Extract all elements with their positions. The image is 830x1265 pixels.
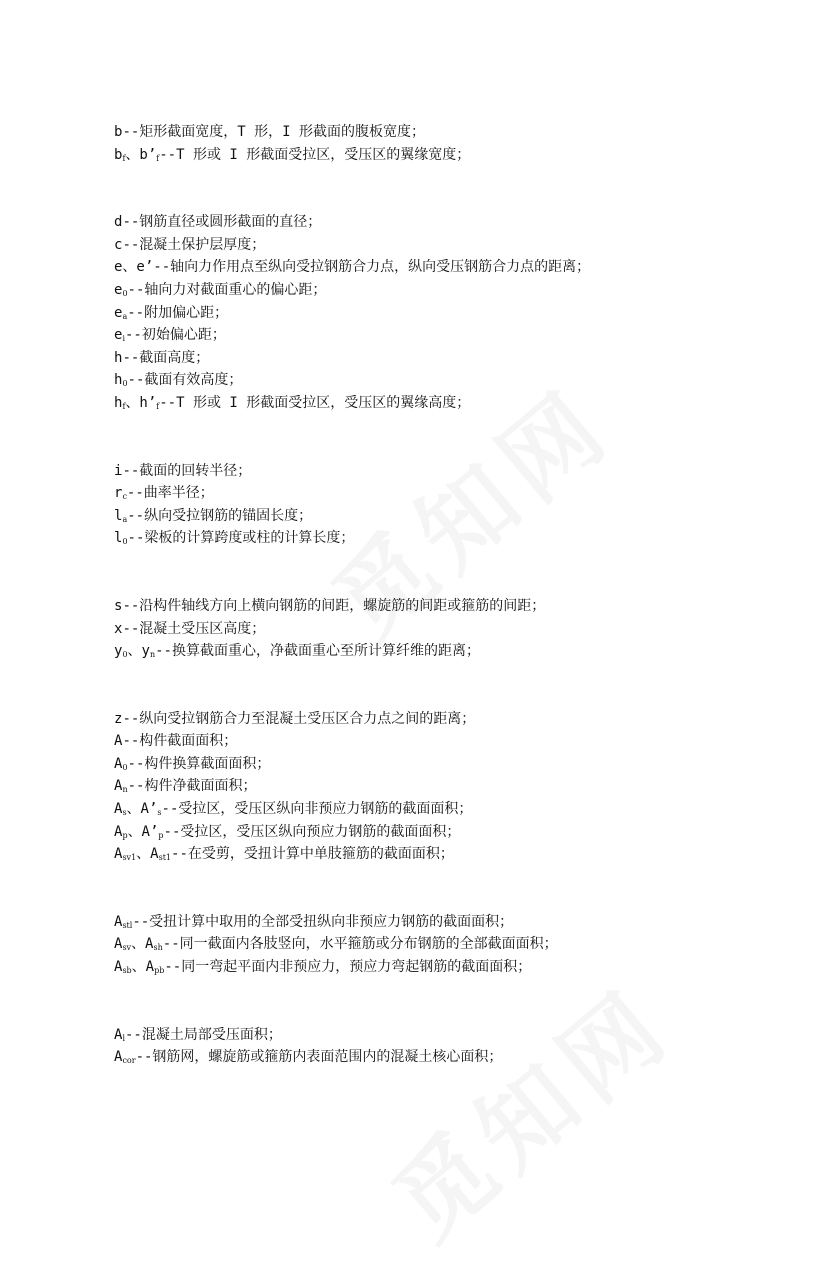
symbol-subscript: stl	[122, 920, 133, 930]
symbol-subscript: f	[122, 401, 126, 411]
definition-text: --同一弯起平面内非预应力，预应力弯起钢筋的截面面积；	[164, 959, 532, 976]
symbol-separator: 、y	[127, 643, 150, 660]
symbol-definition-line	[114, 775, 804, 798]
definition-text: --钢筋网，螺旋筋或箍筋内表面范围内的混凝土核心面积；	[135, 1049, 503, 1066]
symbol-subscript: sb	[122, 966, 132, 976]
symbol-definition-line	[114, 121, 804, 144]
paragraph-gap	[114, 979, 804, 1024]
symbol-subscript: s	[122, 808, 127, 818]
symbol-subscript: i	[122, 334, 125, 344]
paragraph-gap	[114, 166, 804, 211]
symbol-separator: 、A	[131, 959, 155, 976]
symbol-definition-line	[114, 798, 804, 821]
symbol-definition-line	[114, 482, 804, 505]
symbol-subscript-2: sh	[153, 943, 163, 953]
definition-text: --受拉区，受压区纵向非预应力钢筋的截面面积；	[161, 801, 473, 818]
symbol-subscript: 0	[122, 650, 128, 660]
symbol: d	[114, 214, 123, 231]
symbol-subscript-2: p	[158, 830, 164, 840]
symbol: x	[114, 620, 123, 637]
symbol: h	[114, 349, 123, 366]
definition-text: --混凝土受压区高度；	[122, 620, 266, 637]
symbol: A	[114, 778, 123, 795]
symbol-definition-line	[114, 460, 804, 483]
symbol-definition-line	[114, 256, 804, 279]
symbol-separator: 、A’	[126, 801, 158, 818]
symbol: l	[114, 530, 123, 547]
symbol: A	[114, 755, 123, 772]
symbol-definition-line	[114, 618, 804, 641]
definition-text: --钢筋直径或圆形截面的直径；	[122, 214, 322, 231]
symbol-definition-line	[114, 144, 804, 167]
symbol: l	[114, 507, 123, 524]
definition-text: --附加偏心距；	[127, 304, 229, 321]
symbol: s	[114, 597, 123, 614]
definition-text: --梁板的计算跨度或柱的计算长度；	[127, 530, 355, 547]
symbol-definition-line	[114, 911, 804, 934]
symbol-separator: 、b’	[125, 146, 157, 163]
definition-text: --构件净截面面积；	[127, 778, 257, 795]
symbol-definition-line	[114, 234, 804, 257]
symbol-subscript-2: s	[157, 808, 162, 818]
symbol: z	[114, 710, 123, 727]
paragraph-gap	[114, 415, 804, 460]
definition-text: --混凝土局部受压面积；	[125, 1026, 282, 1043]
symbol-definition-line	[114, 211, 804, 234]
paragraph-gap	[114, 663, 804, 708]
symbol-definition-line	[114, 369, 804, 392]
definition-text: --在受剪，受扭计算中单肢箍筋的截面面积；	[171, 846, 454, 863]
definition-text: --构件截面面积；	[122, 733, 238, 750]
symbol: e	[114, 281, 123, 298]
symbol-definition-line	[114, 505, 804, 528]
symbol-definition-line	[114, 730, 804, 753]
symbol-subscript: c	[122, 492, 127, 502]
symbol-subscript-2: f	[156, 401, 160, 411]
symbol: c	[114, 236, 123, 253]
symbol-subscript-2: pb	[154, 966, 165, 976]
symbol: h	[114, 372, 123, 389]
symbol-definition-line	[114, 392, 804, 415]
symbol: h	[114, 394, 123, 411]
symbol-definition-line	[114, 302, 804, 325]
symbol: e	[114, 304, 123, 321]
symbol-list	[114, 121, 804, 1069]
symbol: i	[114, 462, 123, 479]
symbol-subscript: p	[122, 830, 128, 840]
symbol-definition-line	[114, 843, 804, 866]
symbol-separator: 、A	[131, 936, 154, 953]
symbol: A	[114, 1049, 123, 1066]
symbol-subscript-2: f	[156, 153, 160, 163]
symbol-subscript-2: st1	[158, 853, 172, 863]
definition-text: --截面高度；	[122, 349, 210, 366]
symbol-subscript: f	[122, 153, 126, 163]
symbol-subscript: sv1	[122, 853, 137, 863]
definition-text: --T 形或 I 形截面受拉区，受压区的翼缘宽度；	[159, 146, 471, 163]
symbol-definition-line	[114, 956, 804, 979]
symbol-definition-line	[114, 640, 804, 663]
definition-text: --曲率半径；	[126, 485, 214, 502]
symbol-subscript: cor	[122, 1056, 136, 1066]
symbol: e、e’	[114, 259, 154, 276]
paragraph-gap	[114, 550, 804, 595]
symbol: A	[114, 936, 123, 953]
symbol-definition-line	[114, 708, 804, 731]
symbol-definition-line	[114, 595, 804, 618]
symbol-separator: 、h’	[125, 394, 157, 411]
symbol-definition-line	[114, 933, 804, 956]
symbol: A	[114, 913, 123, 930]
symbol-subscript: n	[122, 785, 128, 795]
definition-text: --纵向受拉钢筋的锚固长度；	[127, 507, 313, 524]
symbol-subscript: 0	[122, 537, 128, 547]
symbol-separator: 、A	[136, 846, 159, 863]
symbol-definition-line	[114, 821, 804, 844]
paragraph-gap	[114, 866, 804, 911]
symbol: r	[114, 485, 123, 502]
symbol-subscript: 0	[122, 288, 128, 298]
symbol-definition-line	[114, 279, 804, 302]
symbol-definition-line	[114, 753, 804, 776]
symbol-subscript: a	[122, 311, 128, 321]
definition-text: --混凝土保护层厚度；	[122, 236, 266, 253]
definition-text: --沿构件轴线方向上横向钢筋的间距，螺旋筋的间距或箍筋的间距；	[122, 597, 546, 614]
symbol: A	[114, 801, 123, 818]
symbol: A	[114, 846, 123, 863]
definition-text: --T 形或 I 形截面受拉区，受压区的翼缘高度；	[159, 394, 471, 411]
symbol-subscript: sv	[122, 943, 132, 953]
definition-text: --矩形截面宽度，T 形，I 形截面的腹板宽度；	[122, 124, 426, 140]
definition-text: --换算截面重心，净截面重心至所计算纤维的距离；	[155, 643, 480, 660]
symbol-subscript: a	[122, 514, 128, 524]
symbol-definition-line	[114, 1046, 804, 1069]
symbol: A	[114, 823, 123, 840]
symbol-subscript: 0	[122, 379, 128, 389]
symbol: y	[114, 643, 123, 660]
definition-text: --轴向力对截面重心的偏心距；	[127, 281, 327, 298]
symbol-definition-line	[114, 324, 804, 347]
symbol: A	[114, 1026, 123, 1043]
symbol: A	[114, 959, 123, 976]
symbol-definition-line	[114, 527, 804, 550]
symbol-definition-line	[114, 1024, 804, 1047]
definition-text: --受拉区，受压区纵向预应力钢筋的截面面积；	[163, 823, 461, 840]
symbol: b	[114, 146, 123, 163]
definition-text: --受扭计算中取用的全部受扭纵向非预应力钢筋的截面面积；	[132, 913, 514, 930]
definition-text: --纵向受拉钢筋合力至混凝土受压区合力点之间的距离；	[122, 710, 476, 727]
definition-text: --轴向力作用点至纵向受拉钢筋合力点，纵向受压钢筋合力点的距离；	[153, 259, 591, 276]
symbol-subscript: l	[122, 1033, 125, 1043]
definition-text: --截面有效高度；	[127, 372, 243, 389]
symbol-subscript: 0	[122, 762, 128, 772]
definition-text: --同一截面内各肢竖向，水平箍筋或分布钢筋的全部截面面积；	[162, 936, 558, 953]
definition-text: --截面的回转半径；	[122, 462, 252, 479]
definition-text: --初始偏心距；	[125, 327, 226, 344]
symbol-subscript-2: n	[149, 650, 156, 660]
symbol-separator: 、A’	[127, 823, 159, 840]
definition-text: --构件换算截面面积；	[127, 755, 271, 772]
symbol: e	[114, 327, 123, 344]
symbol: b	[114, 124, 123, 140]
symbol: A	[114, 733, 123, 750]
symbol-definition-line	[114, 347, 804, 370]
